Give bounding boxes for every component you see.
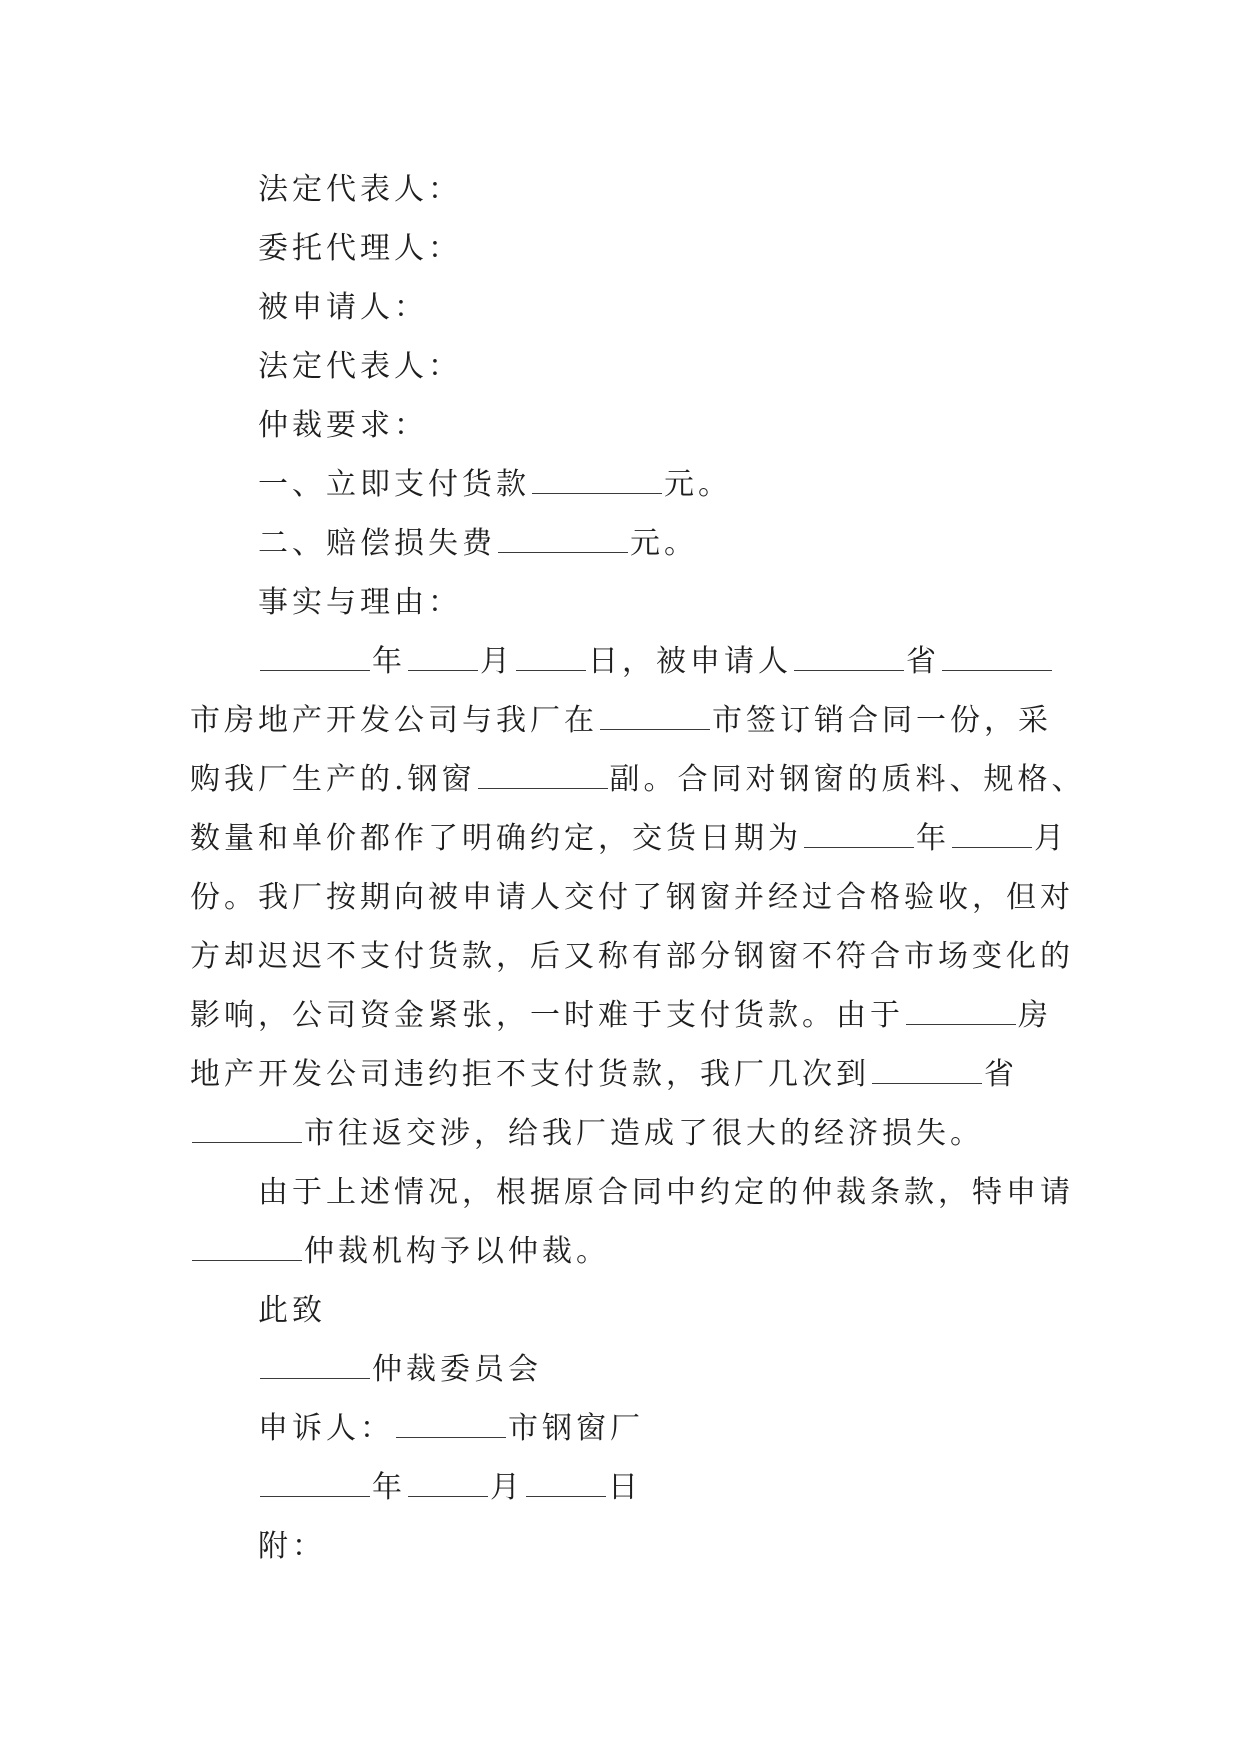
- facts-line-7: [190, 986, 1050, 1045]
- demand-1-unit: 元。: [664, 467, 732, 502]
- facts-line-3: [190, 750, 1086, 809]
- arbitration-demands-heading: 仲裁要求：: [258, 408, 428, 443]
- facts-text: 市签订销合同一份，采: [712, 703, 1052, 738]
- blank-field: [516, 644, 586, 671]
- demand-2-unit: 元。: [630, 526, 698, 561]
- facts-line-1: [190, 632, 1050, 691]
- blank-field: [408, 1470, 488, 1497]
- facts-text: 年: [916, 821, 950, 856]
- demand-2-text: 二、赔偿损失费: [258, 526, 496, 561]
- facts-text: 影响，公司资金紧张，一时难于支付货款。由于: [190, 998, 904, 1033]
- facts-text: 月: [480, 644, 514, 679]
- facts-text: 省: [906, 644, 940, 679]
- blank-field: [804, 821, 914, 848]
- date-month-label: 月: [490, 1470, 524, 1505]
- blank-field: [396, 1411, 506, 1438]
- blank-field: [952, 821, 1032, 848]
- agent-line: 委托代理人：: [258, 231, 462, 266]
- facts-heading: 事实与理由：: [258, 585, 462, 620]
- salutation: 此致: [258, 1293, 326, 1328]
- facts-text: 购我厂生产的.钢窗: [190, 762, 476, 797]
- document-body: [190, 160, 1086, 1576]
- blank-field: [260, 1352, 370, 1379]
- facts-line-4: [190, 809, 1068, 868]
- facts-text: 房: [1018, 998, 1052, 1033]
- blank-field: [478, 762, 608, 789]
- facts-text: 副。合同对钢窗的质料、规格、: [609, 762, 1086, 797]
- blank-field: [872, 1057, 982, 1084]
- facts-line-9: [190, 1104, 1050, 1163]
- facts-text: 地产开发公司违约拒不支付货款，我厂几次到: [190, 1057, 870, 1092]
- facts-text: 市往返交涉，给我厂造成了很大的经济损失。: [304, 1116, 984, 1151]
- blank-field: [260, 644, 370, 671]
- facts-text: 月: [1034, 821, 1068, 856]
- facts-text: 数量和单价都作了明确约定，交货日期为: [190, 821, 802, 856]
- blank-field: [532, 467, 662, 494]
- legal-rep-line: 法定代表人：: [258, 172, 462, 207]
- blank-field: [906, 998, 1016, 1025]
- complainant-label: 申诉人：: [258, 1411, 394, 1446]
- attachment-line: 附：: [258, 1529, 326, 1564]
- date-year-label: 年: [372, 1470, 406, 1505]
- blank-field: [600, 703, 710, 730]
- blank-field: [192, 1116, 302, 1143]
- complainant-line: [190, 1399, 1050, 1458]
- facts-line-8: [190, 1045, 1050, 1104]
- blank-field: [260, 1470, 370, 1497]
- request-line-2: [190, 1222, 1050, 1281]
- date-line: [190, 1458, 1050, 1517]
- complainant-name: 市钢窗厂: [508, 1411, 644, 1446]
- facts-text: 市房地产开发公司与我厂在: [190, 703, 598, 738]
- demand-2: [190, 514, 1050, 573]
- request-line-1: 由于上述情况，根据原合同中约定的仲裁条款，特申请: [258, 1175, 1074, 1210]
- demand-1-text: 一、立即支付货款: [258, 467, 530, 502]
- committee-line: [190, 1340, 1050, 1399]
- blank-field: [526, 1470, 606, 1497]
- facts-line-6: 方却迟迟不支付货款，后又称有部分钢窗不符合市场变化的: [190, 939, 1074, 974]
- blank-field: [794, 644, 904, 671]
- blank-field: [942, 644, 1052, 671]
- respondent-legal-rep-line: 法定代表人：: [258, 349, 462, 384]
- demand-1: [190, 455, 1050, 514]
- blank-field: [192, 1234, 302, 1261]
- facts-text: 省: [984, 1057, 1018, 1092]
- respondent-line: 被申请人：: [258, 290, 428, 325]
- facts-text: 年: [372, 644, 406, 679]
- facts-line-5: 份。我厂按期向被申请人交付了钢窗并经过合格验收，但对: [190, 880, 1074, 915]
- blank-field: [408, 644, 478, 671]
- facts-line-2: [190, 691, 1050, 750]
- committee-text: 仲裁委员会: [372, 1352, 542, 1387]
- blank-field: [498, 526, 628, 553]
- request-text: 仲裁机构予以仲裁。: [304, 1234, 610, 1269]
- facts-text: 日，被申请人: [588, 644, 792, 679]
- date-day-label: 日: [608, 1470, 642, 1505]
